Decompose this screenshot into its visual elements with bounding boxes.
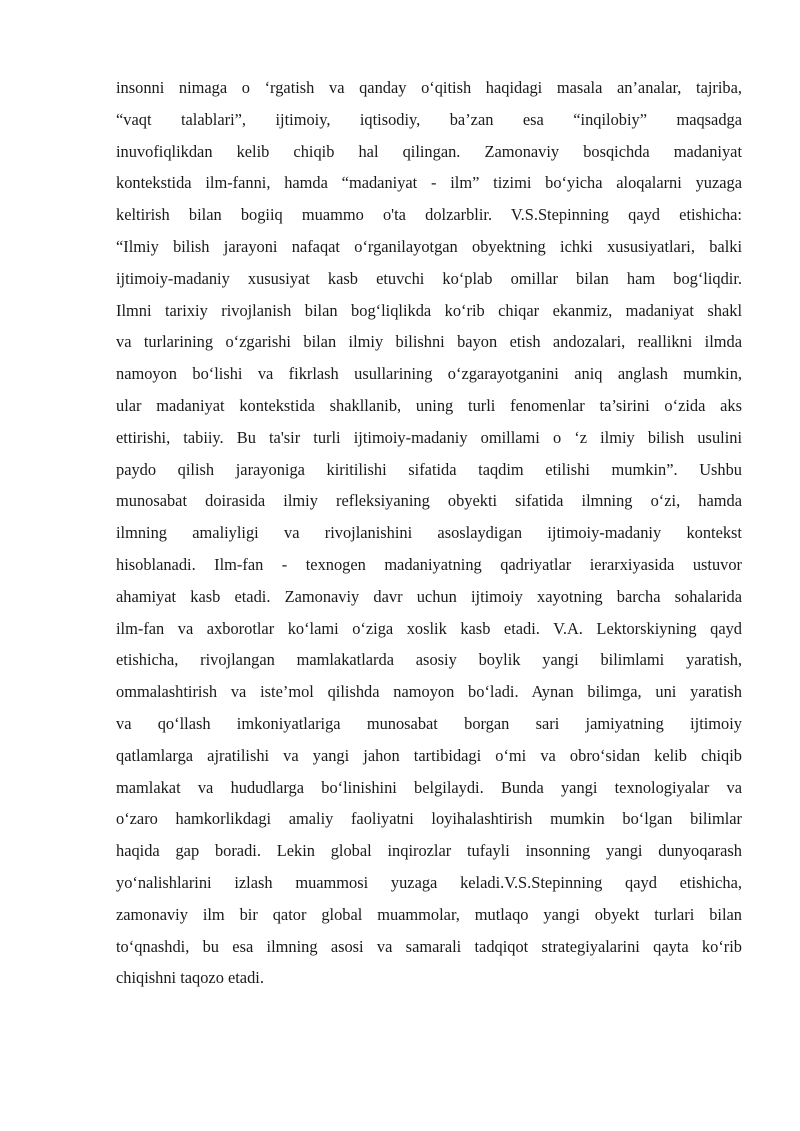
text-line: ilmning amaliyligi va rivojlanishini asoslaydigan ijtimoiy-madaniy kontekst: [116, 523, 742, 543]
text-line: zamonaviy ilm bir qator global muammolar, mutlaqo yangi obyekt turlari bilan: [116, 904, 742, 924]
text-line: munosabat doirasida ilmiy refleksiyaning obyekti sifatida ilmning o‘zi, hamda: [116, 491, 742, 511]
text-line: ettirishi, tabiiy. Bu ta'sir turli ijtimoiy-madaniy omillami o ‘z ilmiy bilish usulini: [116, 427, 742, 447]
text-line: va turlarining o‘zgarishi bilan ilmiy bilishni bayon etish andozalari, reallikni ilmda: [116, 332, 742, 352]
text-line: inuvofiqlikdan kelib chiqib hal qilingan. Zamonaviy bosqichda madaniyat: [116, 141, 742, 161]
text-line: Ilmni tarixiy rivojlanish bilan bog‘liqlikda ko‘rib chiqar ekanmiz, madaniyat shakl: [116, 300, 742, 320]
text-line: ular madaniyat kontekstida shakllanib, uning turli fenomenlar ta’sirini o‘zida aks: [116, 395, 742, 415]
body-paragraph: [116, 72, 742, 994]
text-line: mamlakat va hududlarga bo‘linishini belgilaydi. Bunda yangi texnologiyalar va: [116, 777, 742, 797]
text-line: ommalashtirish va iste’mol qilishda namoyon bo‘ladi. Aynan bilimga, uni yaratish: [116, 682, 742, 702]
text-line: haqida gap boradi. Lekin global inqirozlar tufayli insonning yangi dunyoqarash: [116, 841, 742, 861]
text-line: keltirish bilan bogiiq muammo o'ta dolzarblir. V.S.Stepinning qayd etishicha:: [116, 205, 742, 225]
text-line: kontekstida ilm-fanni, hamda “madaniyat - ilm” tizimi bo‘yicha aloqalarni yuzaga: [116, 173, 742, 193]
text-line: “Ilmiy bilish jarayoni nafaqat o‘rganilayotgan obyektning ichki xususiyatlari, balki: [116, 236, 742, 256]
text-line: ijtimoiy-madaniy xususiyat kasb etuvchi ko‘plab omillar bilan ham bog‘liqdir.: [116, 268, 742, 288]
text-line: namoyon bo‘lishi va fikrlash usullarining o‘zgarayotganini aniq anglash mumkin,: [116, 364, 742, 384]
text-line: hisoblanadi. Ilm-fan - texnogen madaniyatning qadriyatlar ierarxiyasida ustuvor: [116, 554, 742, 574]
text-line: “vaqt talablari”, ijtimoiy, iqtisodiy, ba’zan esa “inqilobiy” maqsadga: [116, 109, 742, 129]
text-line: insonni nimaga o ‘rgatish va qanday o‘qitish haqidagi masala an’analar, tajriba,: [116, 78, 742, 97]
text-line: qatlamlarga ajratilishi va yangi jahon tartibidagi o‘mi va obro‘sidan kelib chiqib: [116, 745, 742, 765]
text-line: o‘zaro hamkorlikdagi amaliy faoliyatni loyihalashtirish mumkin bo‘lgan bilimlar: [116, 809, 742, 829]
text-line: ilm-fan va axborotlar ko‘lami o‘ziga xoslik kasb etadi. V.A. Lektorskiyning qayd: [116, 618, 742, 638]
text-line: etishicha, rivojlangan mamlakatlarda asosiy boylik yangi bilimlami yaratish,: [116, 650, 742, 670]
text-line-last: chiqishni taqozo etadi.: [116, 968, 264, 988]
text-line: to‘qnashdi, bu esa ilmning asosi va samarali tadqiqot strategiyalarini qayta ko‘rib: [116, 936, 742, 956]
text-line: yo‘nalishlarini izlash muammosi yuzaga keladi.V.S.Stepinning qayd etishicha,: [116, 872, 742, 892]
text-line: paydo qilish jarayoniga kiritilishi sifatida taqdim etilishi mumkin”. Ushbu: [116, 459, 742, 479]
text-line: va qo‘llash imkoniyatlariga munosabat borgan sari jamiyatning ijtimoiy: [116, 713, 742, 733]
text-line: ahamiyat kasb etadi. Zamonaviy davr uchun ijtimoiy xayotning barcha sohalarida: [116, 586, 742, 606]
